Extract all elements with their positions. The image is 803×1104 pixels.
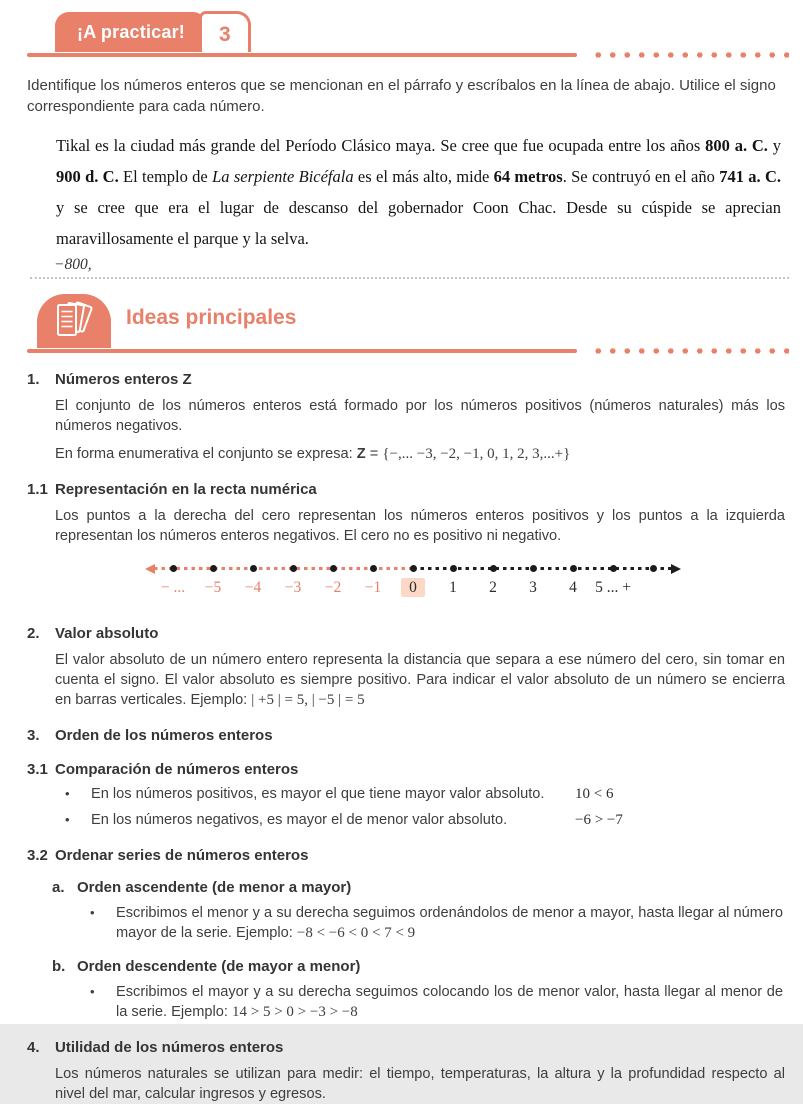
heading-3-1 (27, 761, 789, 778)
bullet-text: En los números positivos, es mayor el que tiene mayor valor absoluto. (91, 786, 545, 802)
heading-number: 3. (27, 727, 40, 744)
tick-label: 4 (569, 579, 577, 596)
heading-4 (27, 1039, 789, 1056)
bullet-example: 10 < 6 (575, 786, 614, 802)
papers-icon (37, 294, 111, 348)
practice-instructions: Identifique los números enteros que se mencionan en el párrafo y escríbalos en la línea de abajo. Utilice el signo correspondiente para cada número. (27, 77, 776, 115)
text-segment: 800 a. C. (705, 136, 768, 155)
text-segment: En forma enumerativa el conjunto se expresa: (55, 446, 357, 462)
text-segment: 741 a. C. (719, 167, 781, 186)
text-segment: Escribimos el menor y a su derecha seguimos ordenándolos de menor a mayor, hasta llegar al número mayor de la serie. Ejemplo: (116, 905, 783, 941)
dotted-tail (591, 348, 789, 354)
number-line-tick (553, 558, 593, 597)
bullet-example: −6 > −7 (575, 812, 623, 828)
tick-dot (330, 565, 337, 572)
heading-number: 4. (27, 1039, 40, 1056)
text-segment: El templo de (118, 167, 213, 186)
text-segment: 900 d. C. (56, 167, 119, 186)
practice-tabs (55, 8, 789, 52)
answer-blank-line: −800, (30, 256, 789, 279)
heading-title: Valor absoluto (55, 625, 159, 642)
tick-dot (410, 565, 417, 572)
heading-title: Representación en la recta numérica (55, 481, 317, 498)
tick-label: 5 ... + (595, 579, 631, 596)
text-segment: = (365, 446, 383, 462)
ideas-title: Ideas principales (126, 306, 297, 329)
text-segment: Escribimos el mayor y a su derecha seguimos colocando los de menor valor, hasta llegar al menor de la serie. Ejemplo: (116, 984, 783, 1020)
tick-label: −4 (244, 579, 262, 596)
number-line-tick (273, 558, 313, 597)
heading-title: Orden de los números enteros (55, 727, 273, 744)
practice-header (27, 8, 789, 58)
text-segment: 64 metros (493, 167, 563, 186)
tick-dot (610, 565, 617, 572)
number-line-tick (393, 558, 433, 597)
heading-2 (27, 625, 789, 642)
bullet-text (116, 982, 783, 1022)
tick-dot (170, 565, 177, 572)
text-segment: La serpiente Bicéfala (212, 167, 354, 186)
paragraph: El conjunto de los números enteros está formado por los números positivos (números naturales) más los números negativos. (55, 398, 785, 434)
paragraph: Los puntos a la derecha del cero representan los números enteros positivos y los puntos a la izquierda representan los números enteros negativos. El cero no es positivo ni negativo. (55, 508, 785, 544)
heading-1 (27, 371, 789, 388)
heading-number: 3.2 (27, 847, 48, 864)
heading-number: 2. (27, 625, 40, 642)
heading-3 (27, 727, 789, 744)
text-segment: y se cree que era el lugar de descanso del gobernador Coon Chac. Desde su cúspide se aprecian maravillosamente el parque y la selva. (56, 198, 781, 248)
text-segment: | +5 | = 5, | −5 | = 5 (251, 692, 365, 708)
text-segment: Z (356, 446, 366, 462)
number-line-tick (473, 558, 513, 597)
heading-3-2-a (52, 879, 789, 896)
number-line-tick (353, 558, 393, 597)
number-line-tick (633, 558, 673, 597)
tick-label: −2 (324, 579, 342, 596)
number-line-tick (153, 558, 193, 597)
number-line-tick (313, 558, 353, 597)
heading-title: Utilidad de los números enteros (55, 1039, 284, 1056)
tick-label: −5 (204, 579, 222, 596)
tick-label: −1 (364, 579, 382, 596)
heading-title: Orden ascendente (de menor a mayor) (77, 879, 352, 896)
bullet-marker: • (90, 984, 95, 999)
reading-passage (56, 130, 781, 254)
bullet-text (116, 903, 783, 943)
text-segment: y (767, 136, 782, 155)
set-notation-line (55, 444, 785, 464)
heading-number: 1. (27, 371, 40, 388)
bullet-marker: • (90, 905, 95, 920)
tick-label: 0 (401, 578, 425, 597)
number-line-tick (233, 558, 273, 597)
paragraph: Los números naturales se utilizan para medir: el tiempo, temperaturas, la altura y la profundidad respecto al nivel del mar, calcular ingresos y egresos. (55, 1066, 785, 1102)
heading-1-1 (27, 481, 789, 498)
tick-dot (210, 565, 217, 572)
heading-number: 3.1 (27, 761, 48, 778)
text-segment: es el más alto, mide (353, 167, 494, 186)
tick-label: 1 (449, 579, 457, 596)
coral-rule (27, 53, 577, 58)
tick-dot (570, 565, 577, 572)
number-line-tick (593, 558, 633, 597)
tick-dot (250, 565, 257, 572)
bullet-item (90, 982, 783, 1022)
tick-label: −3 (284, 579, 302, 596)
tick-dot (450, 565, 457, 572)
number-line (145, 558, 681, 608)
text-segment: . Se contruyó en el año (562, 167, 720, 186)
header-rule (27, 52, 789, 58)
bullet-item (65, 810, 789, 830)
heading-3-2 (27, 847, 789, 864)
number-line-tick (433, 558, 473, 597)
practice-tab-title: ¡A practicar! (55, 12, 207, 52)
tick-dot (650, 565, 657, 572)
number-line-cells (153, 558, 673, 597)
practice-tab-number: 3 (199, 11, 251, 52)
tick-dot (290, 565, 297, 572)
text-segment: {−,... −3, −2, −1, 0, 1, 2, 3,...+} (382, 446, 571, 462)
heading-number: 1.1 (27, 481, 48, 498)
heading-title: Comparación de números enteros (55, 761, 299, 778)
tick-dot (490, 565, 497, 572)
text-segment: El valor absoluto de un número entero representa la distancia que separa a ese número del cero, sin tomar en cuenta el signo. El valor absoluto es siempre positivo. Para indicar el valor absoluto de un número se encierra en barras verticales. Ejemplo: (55, 652, 785, 708)
ideas-header (27, 294, 789, 348)
tick-dot (530, 565, 537, 572)
tick-dot (370, 565, 377, 572)
bullet-item (65, 784, 789, 804)
tick-label: 2 (489, 579, 497, 596)
heading-3-2-b (52, 958, 789, 975)
number-line-tick (193, 558, 233, 597)
coral-rule (27, 349, 577, 354)
tick-label: − ... (160, 579, 186, 596)
heading-letter: a. (52, 879, 65, 896)
bullet-marker: • (65, 812, 70, 827)
ideas-rule (27, 348, 789, 354)
bullet-text: En los números negativos, es mayor el de menor valor absoluto. (91, 812, 508, 828)
paragraph (55, 650, 785, 710)
heading-title: Números enteros Z (55, 371, 192, 388)
number-line-tick (513, 558, 553, 597)
heading-title: Orden descendente (de mayor a menor) (77, 958, 361, 975)
text-segment: −8 < −6 < 0 < 7 < 9 (296, 925, 416, 941)
heading-letter: b. (52, 958, 66, 975)
tick-label: 3 (529, 579, 537, 596)
bullet-item (90, 903, 783, 943)
heading-title: Ordenar series de números enteros (55, 847, 309, 864)
bullet-marker: • (65, 786, 70, 801)
dotted-tail (591, 52, 789, 58)
text-segment: Tikal es la ciudad más grande del Período Clásico maya. Se cree que fue ocupada entre los años (56, 136, 706, 155)
papers-icon-svg (51, 301, 97, 341)
text-segment: 14 > 5 > 0 > −3 > −8 (232, 1004, 358, 1020)
